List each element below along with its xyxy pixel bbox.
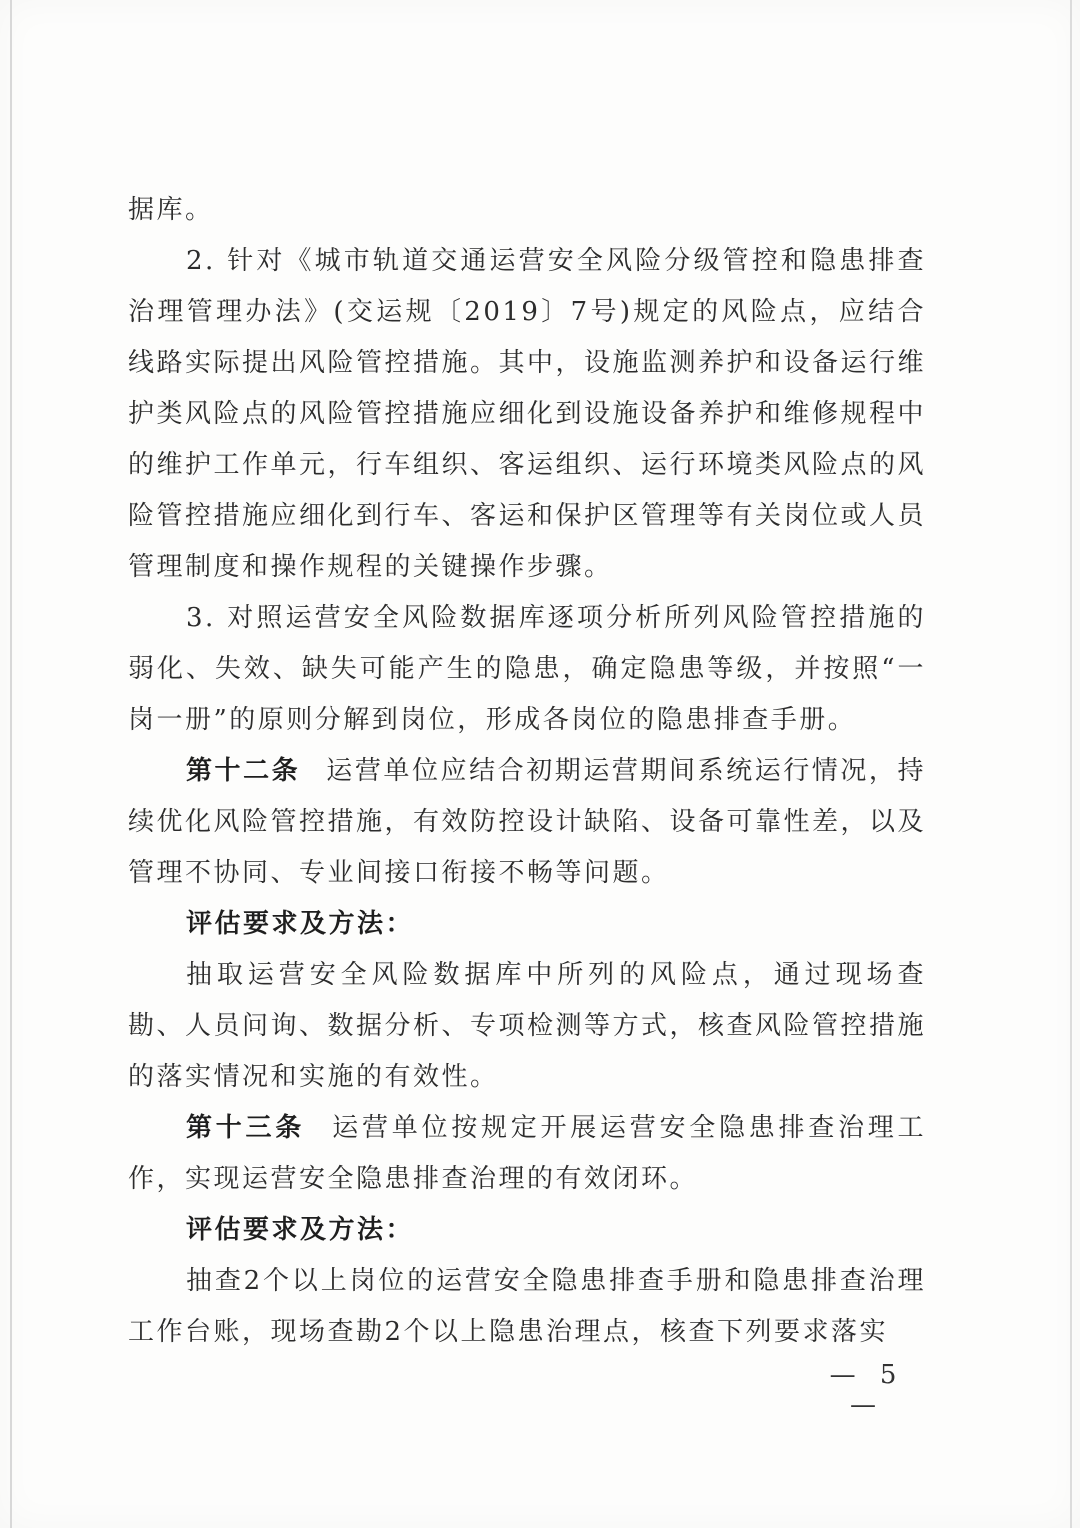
article-13-heading: 第十三条 bbox=[186, 1113, 305, 1143]
page-edge-right bbox=[1070, 0, 1072, 1528]
paragraph-item-2: 2. 针对《城市轨道交通运营安全风险分级管控和隐患排查治理管理办法》(交运规〔2019〕7号)规定的风险点，应结合线路实际提出风险管控措施。其中，设施监测养护和设备运行维护类风险点的风险管控措施应细化到设施设备养护和维修规程中的维护工作单元，行车组织、客运组织、运行环境类风险点的风险管控措施应细化到行车、客运和保护区管理等有关岗位或人员管理制度和操作规程的关键操作步骤。 bbox=[128, 246, 927, 582]
eval-text-1: 抽取运营安全风险数据库中所列的风险点，通过现场查勘、人员问询、数据分析、专项检测等方式，核查风险管控措施的落实情况和实施的有效性。 bbox=[128, 960, 927, 1092]
page-number: — 5 — bbox=[829, 1360, 905, 1420]
article-12-heading: 第十二条 bbox=[186, 756, 301, 786]
article-12 bbox=[128, 746, 926, 899]
article-13-text: 运营单位按规定开展运营安全隐患排查治理工作，实现运营安全隐患排查治理的有效闭环。 bbox=[128, 1113, 926, 1194]
eval-text-2: 抽查2个以上岗位的运营安全隐患排查手册和隐患排查治理工作台账，现场查勘2个以上隐患治理点，核查下列要求落实 bbox=[128, 1266, 926, 1347]
page-edge-left bbox=[10, 0, 12, 1528]
article-13 bbox=[128, 1103, 926, 1205]
paragraph-continuation: 据库。 bbox=[128, 195, 214, 225]
document-body bbox=[128, 185, 926, 1358]
paragraph-item-3: 3. 对照运营安全风险数据库逐项分析所列风险管控措施的弱化、失效、缺失可能产生的隐患，确定隐患等级，并按照“一岗一册”的原则分解到岗位，形成各岗位的隐患排查手册。 bbox=[128, 603, 926, 735]
article-12-text: 运营单位应结合初期运营期间系统运行情况，持续优化风险管控措施，有效防控设计缺陷、设备可靠性差，以及管理不协同、专业间接口衔接不畅等问题。 bbox=[128, 756, 927, 888]
eval-heading-1: 评估要求及方法： bbox=[186, 909, 415, 939]
eval-heading-2: 评估要求及方法： bbox=[186, 1215, 415, 1245]
